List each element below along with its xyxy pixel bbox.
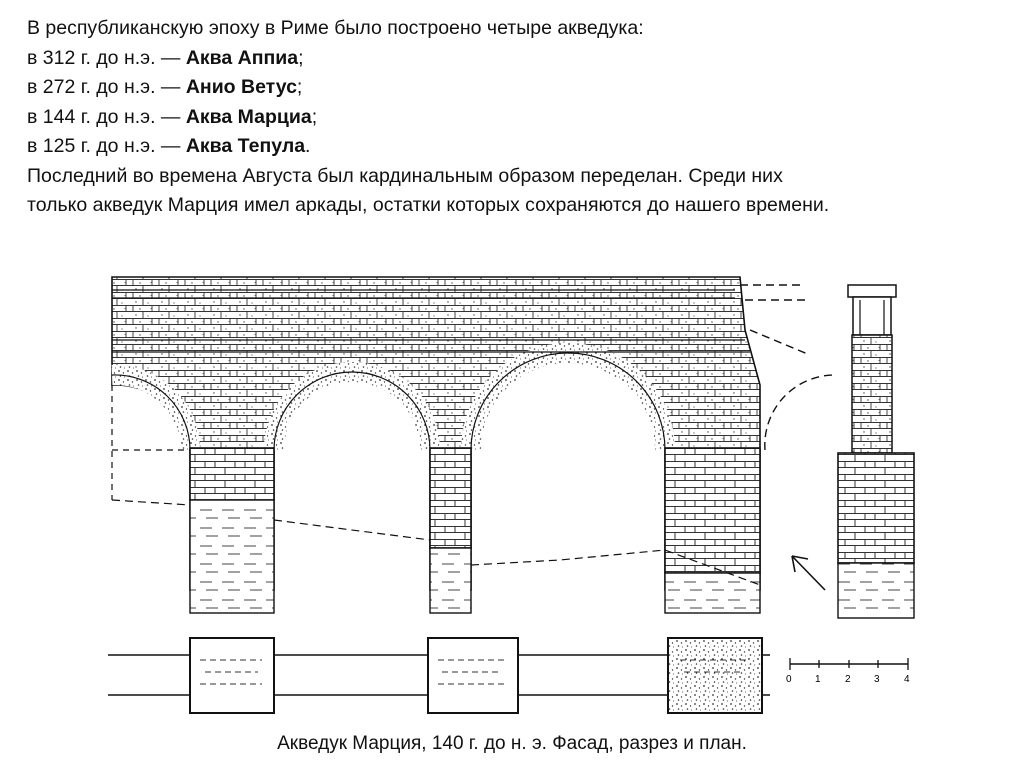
aqueduct-name: Аква Марциа [185,105,312,128]
aqueduct-facade [112,277,835,613]
scale-label: 1 [815,674,821,685]
aqueduct-item-anio-vetus: в 272 г. до н.э. — Анио Ветус; [27,76,303,98]
aqueduct-item-tepula: в 125 г. до н.э. — Аква Тепула. [27,135,311,157]
aqueduct-name: Анио Ветус [185,76,297,98]
aqueduct-section [838,285,914,618]
aqueduct-item-marcia: в 144 г. до н.э. — Аква Марциа; [27,105,318,128]
figure-caption: Акведук Марция, 140 г. до н. э. Фасад, разрез и план. [277,733,747,754]
scale-label: 3 [874,674,880,685]
aqueduct-item-appia: в 312 г. до н.э. — Аква Аппиа; [27,46,304,69]
aqueduct-name: Аква Аппиа [185,46,299,69]
paragraph-line-2: только акведук Марция имел аркады, остатки которых сохраняются до нашего времени. [27,194,830,216]
paragraph-line-1: Последний во времена Августа был кардинальным образом переделан. Среди них [27,164,783,187]
aqueduct-name: Аква Тепула [185,135,306,157]
scale-label: 2 [845,674,851,685]
scale-label: 0 [786,674,792,685]
scale-label: 4 [904,674,910,685]
intro-line: В республиканскую эпоху в Риме было построено четыре акведука: [27,17,644,39]
